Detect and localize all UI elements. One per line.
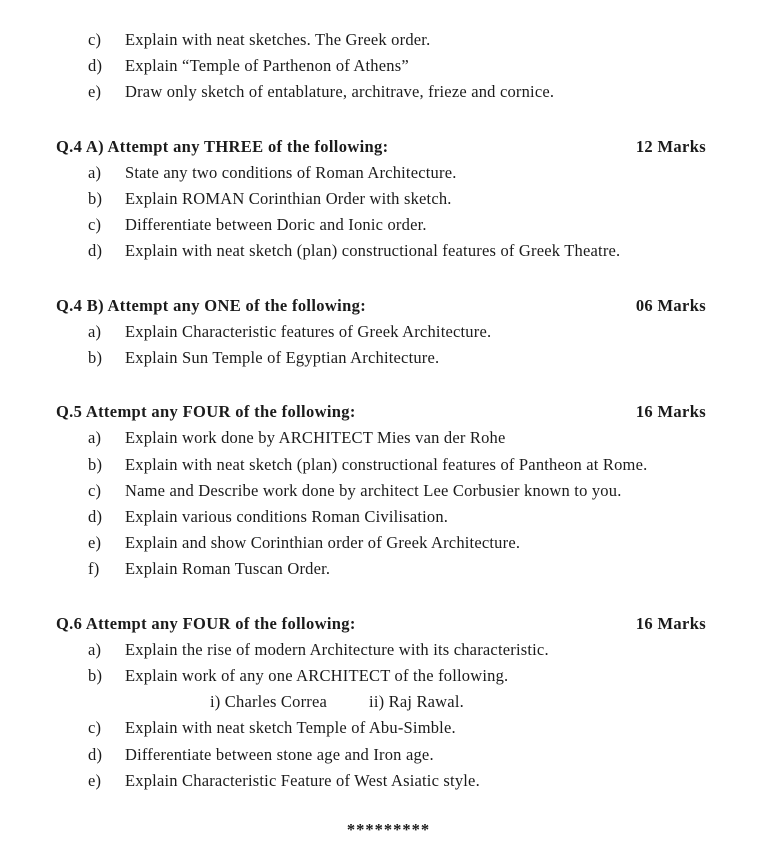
question-item [0, 160, 777, 186]
question-sections [0, 134, 777, 794]
item-text: Explain with neat sketch (plan) constructional features of Greek Theatre. [125, 241, 621, 261]
item-text: Explain ROMAN Corinthian Order with sketch. [125, 189, 452, 209]
question-item [0, 768, 777, 794]
section-heading: Q.4 A) Attempt any THREE of the following: [56, 136, 389, 156]
item-letter: f) [88, 559, 100, 579]
item-letter: c) [88, 480, 102, 500]
item-letter: a) [88, 162, 102, 182]
section-header [0, 399, 777, 425]
question-item [0, 715, 777, 741]
question-item [0, 319, 777, 345]
item-text: Explain and show Corinthian order of Greek Architecture. [125, 533, 521, 553]
section-heading: Q.5 Attempt any FOUR of the following: [56, 402, 356, 422]
item-text: Explain with neat sketch (plan) constructional features of Pantheon at Rome. [125, 454, 648, 474]
item-letter: d) [88, 56, 103, 76]
item-text: Name and Describe work done by architect Lee Corbusier known to you. [125, 480, 622, 500]
item-letter: a) [88, 639, 102, 659]
question-item [0, 504, 777, 530]
question-item [0, 478, 777, 504]
item-text: Explain various conditions Roman Civilisation. [125, 507, 449, 527]
item-letter: d) [88, 241, 103, 261]
item-letter: c) [88, 30, 102, 49]
item-text: Draw only sketch of entablature, architrave, frieze and cornice. [125, 82, 555, 102]
item-text: Differentiate between Doric and Ionic order. [125, 215, 427, 235]
section-heading: Q.4 B) Attempt any ONE of the following: [56, 295, 367, 315]
question-item [0, 425, 777, 451]
sub-options-row [0, 689, 777, 715]
question-item [0, 530, 777, 556]
item-text: Explain Sun Temple of Egyptian Architecture. [125, 348, 440, 368]
sub-option: i) Charles Correa [210, 692, 328, 712]
item-text: Explain the rise of modern Architecture with its characteristic. [125, 639, 549, 659]
item-letter: c) [88, 215, 102, 235]
item-letter: c) [88, 718, 102, 738]
question-section [0, 611, 777, 794]
marks-label: 06 Marks [635, 295, 706, 315]
marks-label: 16 Marks [635, 402, 706, 422]
item-letter: e) [88, 770, 102, 790]
item-text: Differentiate between stone age and Iron age. [125, 744, 434, 764]
question-item [0, 212, 777, 238]
item-letter: b) [88, 454, 103, 474]
question-item [0, 742, 777, 768]
item-text: Explain Roman Tuscan Order. [125, 559, 331, 579]
item-text: Explain work done by ARCHITECT Mies van der Rohe [125, 428, 506, 448]
question-item [0, 27, 777, 53]
question-section [0, 293, 777, 372]
item-text: Explain with neat sketch Temple of Abu-Simble. [125, 718, 456, 738]
item-letter: a) [88, 428, 102, 448]
item-text: Explain with neat sketches. The Greek order. [125, 30, 431, 49]
item-letter: e) [88, 82, 102, 102]
sub-option: ii) Raj Rawal. [369, 692, 464, 712]
item-letter: a) [88, 321, 102, 341]
item-letter: b) [88, 666, 103, 686]
section-header [0, 611, 777, 637]
end-of-paper-marker: ********* [346, 820, 431, 840]
item-text: State any two conditions of Roman Architecture. [125, 162, 457, 182]
question-item [0, 452, 777, 478]
item-letter: d) [88, 744, 103, 764]
question-item [0, 53, 777, 79]
intro-question-items [0, 27, 777, 106]
item-letter: b) [88, 348, 103, 368]
question-item [0, 556, 777, 582]
section-heading: Q.6 Attempt any FOUR of the following: [56, 613, 356, 633]
section-header [0, 293, 777, 319]
item-letter: b) [88, 189, 103, 209]
question-item [0, 186, 777, 212]
marks-label: 16 Marks [635, 613, 706, 633]
marks-label: 12 Marks [635, 136, 706, 156]
item-text: Explain Characteristic features of Greek Architecture. [125, 321, 492, 341]
item-letter: e) [88, 533, 102, 553]
item-text: Explain “Temple of Parthenon of Athens” [125, 56, 409, 76]
question-section [0, 134, 777, 265]
question-section [0, 399, 777, 582]
item-letter: d) [88, 507, 103, 527]
question-item [0, 79, 777, 105]
question-item [0, 663, 777, 689]
question-item [0, 637, 777, 663]
question-item [0, 345, 777, 371]
item-text: Explain work of any one ARCHITECT of the following. [125, 666, 509, 686]
question-item [0, 238, 777, 264]
item-text: Explain Characteristic Feature of West Asiatic style. [125, 770, 480, 790]
section-header [0, 134, 777, 160]
